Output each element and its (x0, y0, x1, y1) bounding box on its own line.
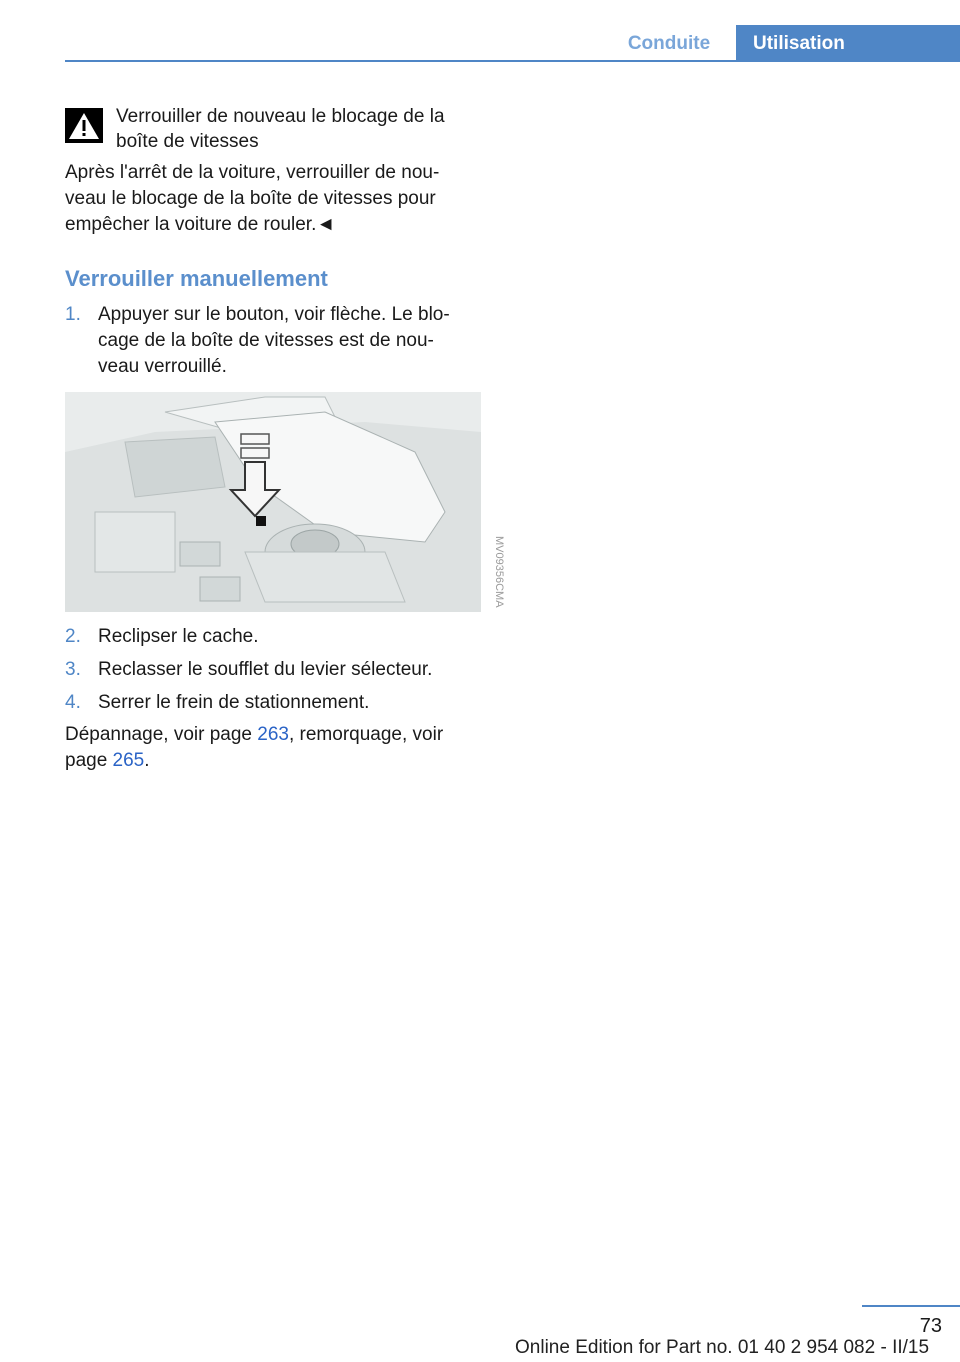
page-number: 73 (919, 1315, 942, 1337)
edition-note: Online Edition for Part no. 01 40 2 954 082 - II/15 (515, 1337, 930, 1358)
figure-code-text: MV09356CMA (493, 536, 505, 608)
reference-text: . (144, 750, 150, 771)
step-text: Reclasser le soufflet du levier sélecteur. (98, 659, 433, 680)
tab-utilisation[interactable] (736, 25, 960, 62)
step-number: 2. (65, 626, 81, 647)
warning-body: Après l'arrêt de la voiture, verrouiller de nou-veau le blocage de la boîte de vitesses pour empêcher la voiture de rouler.◄ (65, 162, 440, 235)
step-number: 4. (65, 692, 81, 713)
step-3 (65, 657, 475, 683)
gear-selector-illustration (65, 392, 481, 612)
step-number: 1. (65, 304, 81, 325)
step-number: 3. (65, 659, 81, 680)
step-2 (65, 624, 475, 650)
section-heading: Verrouiller manuellement (65, 266, 328, 291)
step-1 (65, 302, 475, 380)
reference-text: Dépannage, voir page (65, 724, 258, 745)
tab-conduite[interactable]: Conduite (627, 33, 711, 54)
tab-utilisation-label: Utilisation (753, 33, 845, 54)
step-text: Appuyer sur le bouton, voir flèche. Le blo-cage de la boîte de vitesses est de nou-veau verrouillé. (98, 304, 450, 377)
step-4 (65, 690, 475, 716)
reference-text: , remorquage, voir page (65, 724, 444, 771)
warning-triangle-icon (65, 108, 103, 143)
warning-block (65, 104, 475, 154)
footer-rule (862, 1305, 960, 1307)
page-link-263[interactable]: 263 (257, 724, 289, 745)
cross-references (65, 722, 475, 774)
step-text: Reclipser le cache. (98, 626, 259, 647)
page-link-265[interactable]: 265 (112, 750, 145, 771)
step-text: Serrer le frein de stationnement. (98, 692, 370, 713)
figure-code (484, 536, 505, 614)
warning-title: Verrouiller de nouveau le blocage de la boîte de vitesses (116, 106, 445, 152)
